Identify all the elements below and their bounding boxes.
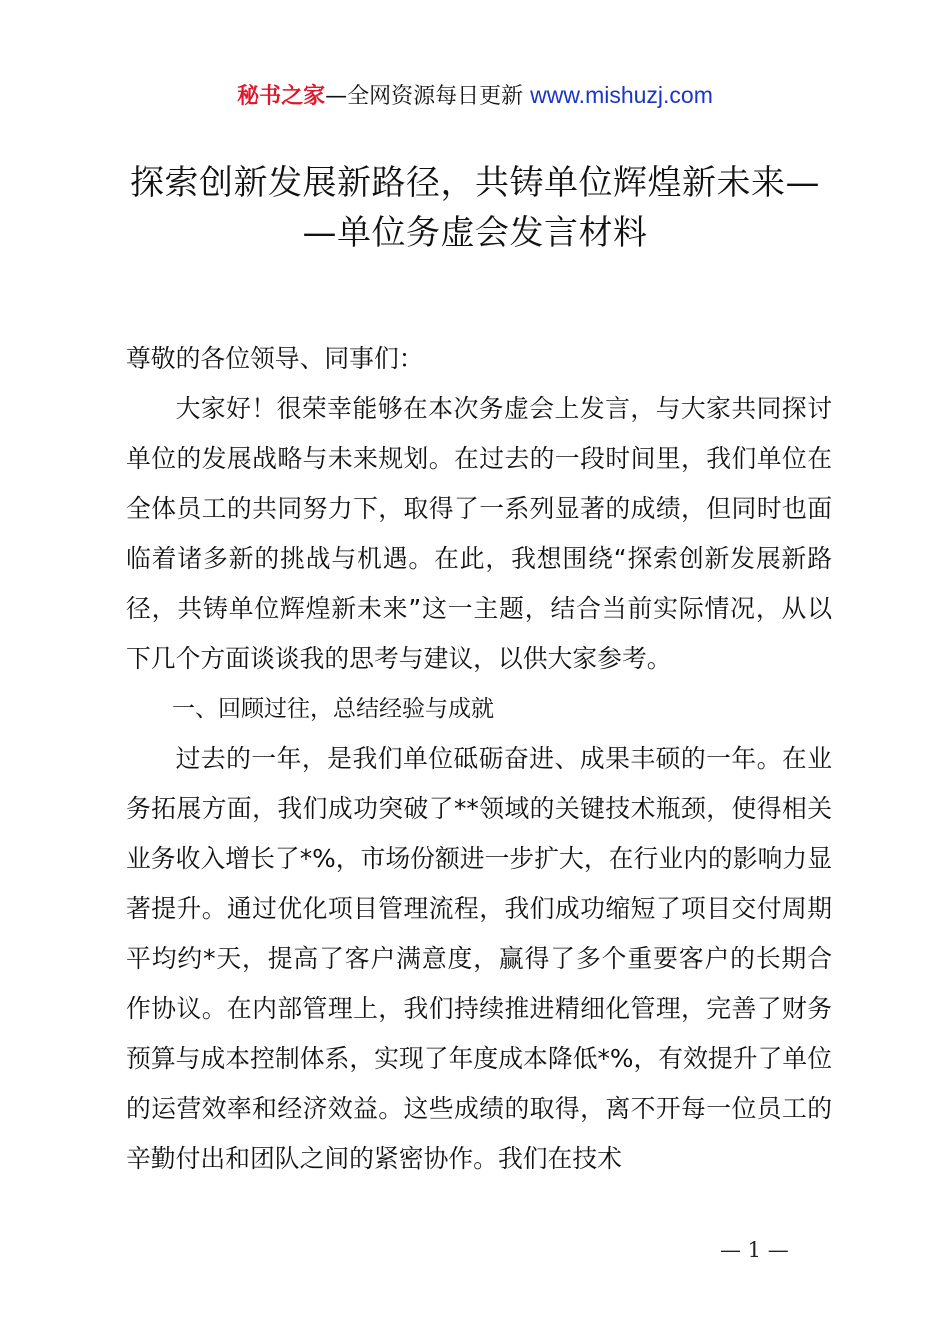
paragraph-review: 过去的一年，是我们单位砥砺奋进、成果丰硕的一年。在业务拓展方面，我们成功突破了**领域的关键技术瓶颈，使得相关业务收入增长了*%，市场份额进一步扩大，在行业内的影响力显著提升。通过优化项目管理流程，我们成功缩短了项目交付周期平均约*天，提高了客户满意度，赢得了多个重要客户的长期合作协议。在内部管理上，我们持续推进精细化管理，完善了财务预算与成本控制体系，实现了年度成本降低*%，有效提升了单位的运营效率和经济效益。这些成绩的取得，离不开每一位员工的辛勤付出和团队之间的紧密协作。我们在技术 (126, 744, 832, 1173)
title-line-1: 探索创新发展新路径，共铸单位辉煌新未来— (130, 163, 820, 203)
site-tagline: —全网资源每日更新 (325, 84, 531, 109)
section-heading: 一、回顾过往，总结经验与成就 (172, 696, 494, 722)
title-line-2: —单位务虚会发言材料 (302, 213, 648, 253)
salutation: 尊敬的各位领导、同事们： (126, 344, 424, 373)
site-url[interactable]: www.mishuzj.com (530, 82, 713, 108)
document-body (126, 334, 832, 1184)
paragraph-intro: 大家好！很荣幸能够在本次务虚会上发言，与大家共同探讨单位的发展战略与未来规划。在过去的一段时间里，我们单位在全体员工的共同努力下，取得了一系列显著的成绩，但同时也面临着诸多新的挑战与机遇。在此，我想围绕“探索创新发展新路径，共铸单位辉煌新未来”这一主题，结合当前实际情况，从以下几个方面谈谈我的思考与建议，以供大家参考。 (126, 394, 832, 673)
page-number: — 1 — (720, 1238, 789, 1262)
site-header (0, 78, 950, 114)
site-brand: 秘书之家 (237, 84, 326, 109)
document-title (100, 158, 850, 258)
